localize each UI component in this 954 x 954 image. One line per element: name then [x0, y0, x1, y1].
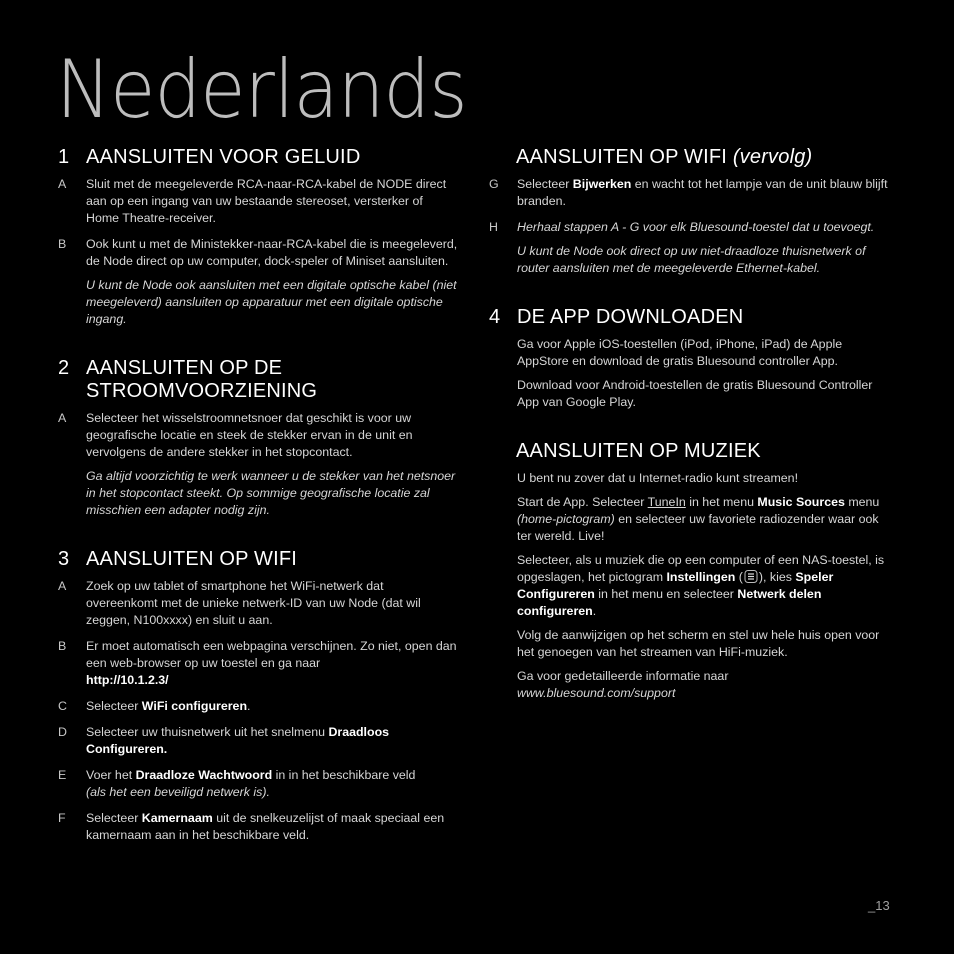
step-text-part: Selecteer [86, 699, 142, 713]
section-4-paragraph: Download voor Android-toestellen de gratis Bluesound Controller App van Google Play. [517, 378, 873, 409]
step-text-part: Selecteer uw thuisnetwerk uit het snelmenu [86, 725, 329, 739]
step-3f [58, 810, 458, 844]
step-letter: F [58, 811, 66, 825]
section-3-heading [58, 548, 458, 571]
section-4 [489, 306, 889, 411]
step-text-part: . [247, 699, 251, 713]
step-text: Zoek op uw tablet of smartphone het WiFi-netwerk dat overeenkomt met de unieke netwerk-ID van uw Node (dat wil zeggen, N100xxxx) en sluit u aan. [86, 579, 421, 627]
step-text-part: in in het beschikbare veld [272, 768, 416, 782]
step-text [86, 767, 458, 801]
text-part: in het menu [685, 495, 758, 509]
music-paragraph: Volg de aanwijzigen op het scherm en stel uw hele huis open voor het genoegen van het streamen van HiFi-muziek. [517, 628, 880, 659]
section-2-heading [58, 357, 458, 403]
page-title: Nederlands [56, 43, 467, 136]
section-2 [58, 357, 458, 519]
step-letter: H [489, 220, 498, 234]
step-letter: B [58, 639, 67, 653]
step-3a [58, 578, 458, 629]
step-letter: G [489, 177, 499, 191]
music-paragraph [489, 552, 889, 620]
music-paragraph: U bent nu zover dat u Internet-radio kunt streamen! [517, 471, 799, 485]
music-paragraph [489, 668, 889, 702]
step-text [86, 810, 458, 844]
step-letter: C [58, 699, 67, 713]
section-1-heading [58, 146, 458, 169]
section-3 [58, 548, 458, 844]
step-bold: Bijwerken [572, 177, 632, 191]
step-text [517, 176, 889, 210]
text-bold: Speler Configureren [517, 570, 834, 601]
step-text: Selecteer het wisselstroomnetsnoer dat geschikt is voor uw geografische locatie en steek de stekker ervan in de unit en vervolgens de andere stekker in het stopcontact. [86, 411, 413, 459]
support-url: www.bluesound.com/support [517, 686, 676, 700]
section-title-line: AANSLUITEN OP DE [86, 357, 283, 379]
step-3e [58, 767, 458, 801]
step-bold: Draadloze Wachtwoord [135, 768, 273, 782]
step-letter: A [58, 579, 67, 593]
section-1-note: U kunt de Node ook aansluiten met een digitale optische kabel (niet meegeleverd) aansluiten op apparatuur met een digitale optische ingang. [86, 278, 457, 326]
text-part: Start de App. Selecteer [517, 495, 648, 509]
section-number: 3 [58, 548, 70, 570]
section-title: AANSLUITEN OP MUZIEK [516, 440, 761, 462]
section-number: 4 [489, 306, 501, 328]
step-3b [58, 638, 458, 689]
section-2-note: Ga altijd voorzichtig te werk wanneer u de stekker van het netsnoer in het stopcontact steekt. Op sommige geografische locatie zal misschien een adapter nodig zijn. [86, 469, 456, 517]
setup-url: http://10.1.2.3/ [86, 673, 169, 687]
section-title [516, 146, 889, 169]
section-3-continued [489, 146, 889, 277]
text-part: . [592, 604, 597, 618]
step-letter: E [58, 768, 67, 782]
tunein-link: TuneIn [647, 495, 686, 509]
step-1a [58, 176, 458, 227]
step-text-part: uit de snelkeuzelijst of maak speciaal een kamernaam aan in het beschikbare veld. [86, 811, 445, 842]
section-title-italic: (vervolg) [732, 146, 813, 168]
step-text [86, 698, 458, 715]
step-2a [58, 410, 458, 461]
text-part: ), kies [758, 570, 796, 584]
section-number: 1 [58, 146, 70, 168]
step-text-part: Selecteer [517, 177, 573, 191]
step-letter: A [58, 177, 67, 191]
text-bold: Instellingen [666, 570, 736, 584]
step-bold: Kamernaam [141, 811, 213, 825]
section-title-line: STROOMVOORZIENING [86, 380, 318, 402]
text-bold: Music Sources [757, 495, 845, 509]
text-italic: (home-pictogram) [517, 512, 615, 526]
step-bold: WiFi configureren [141, 699, 248, 713]
section-title: AANSLUITEN OP WIFI [86, 548, 298, 570]
step-text [86, 724, 458, 758]
step-text: Sluit met de meegeleverde RCA-naar-RCA-kabel de NODE direct aan op een ingang van uw bestaande stereoset, versterker of Home Theatre-receiver. [86, 177, 447, 225]
step-3c [58, 698, 458, 715]
step-text-part: Er moet automatisch een webpagina verschijnen. Zo niet, open dan een web-browser op uw toestel en ga naar [86, 639, 457, 670]
step-italic: (als het een beveiligd netwerk is). [86, 785, 270, 799]
text-part: en selecteer uw favoriete radiozender waar ook ter wereld. Live! [517, 512, 879, 543]
step-1b [58, 236, 458, 270]
step-letter: A [58, 411, 67, 425]
step-text-part: en wacht tot het lampje van de unit blauw blijft branden. [517, 177, 888, 208]
right-column [489, 146, 889, 702]
section-title-text: AANSLUITEN OP WIFI [516, 146, 728, 168]
step-text [86, 638, 458, 689]
step-3h [489, 219, 889, 236]
text-part: Ga voor gedetailleerde informatie naar [517, 669, 729, 683]
step-letter: B [58, 237, 67, 251]
text-part: ( [735, 570, 743, 584]
step-letter: D [58, 725, 67, 739]
section-1 [58, 146, 458, 328]
step-text-part: Voer het [86, 768, 136, 782]
section-music-heading [489, 440, 889, 463]
section-3-continued-heading [489, 146, 889, 169]
text-bold: Netwerk delen configureren [517, 587, 822, 618]
music-paragraph [489, 494, 889, 545]
settings-icon [744, 570, 758, 583]
step-3g [489, 176, 889, 210]
step-text-part: Selecteer [86, 811, 142, 825]
text-part: menu [844, 495, 880, 509]
step-text: Ook kunt u met de Ministekker-naar-RCA-kabel die is meegeleverd, de Node direct op uw computer, dock-speler of Miniset aansluiten. [86, 237, 458, 268]
text-part: in het menu en selecteer [594, 587, 738, 601]
section-3-continued-note: U kunt de Node ook direct op uw niet-draadloze thuisnetwerk of router aansluiten met de meegeleverde Ethernet-kabel. [517, 244, 866, 275]
text-part: Selecteer, als u muziek die op een computer of een NAS-toestel, is opgeslagen, het pictogram [517, 553, 885, 584]
step-3d [58, 724, 458, 758]
section-title [86, 357, 458, 403]
page-number: _13 [868, 898, 890, 913]
step-text: Herhaal stappen A - G voor elk Bluesound-toestel dat u toevoegt. [517, 220, 875, 234]
section-title: DE APP DOWNLOADEN [517, 306, 744, 328]
section-4-heading [489, 306, 889, 329]
step-bold: Draadloos Configureren. [86, 725, 390, 756]
section-number: 2 [58, 357, 70, 379]
section-title: AANSLUITEN VOOR GELUID [86, 146, 361, 168]
section-4-paragraph: Ga voor Apple iOS-toestellen (iPod, iPhone, iPad) de Apple AppStore en download de gratis Bluesound controller App. [517, 337, 843, 368]
section-music [489, 440, 889, 702]
left-column [58, 146, 458, 844]
